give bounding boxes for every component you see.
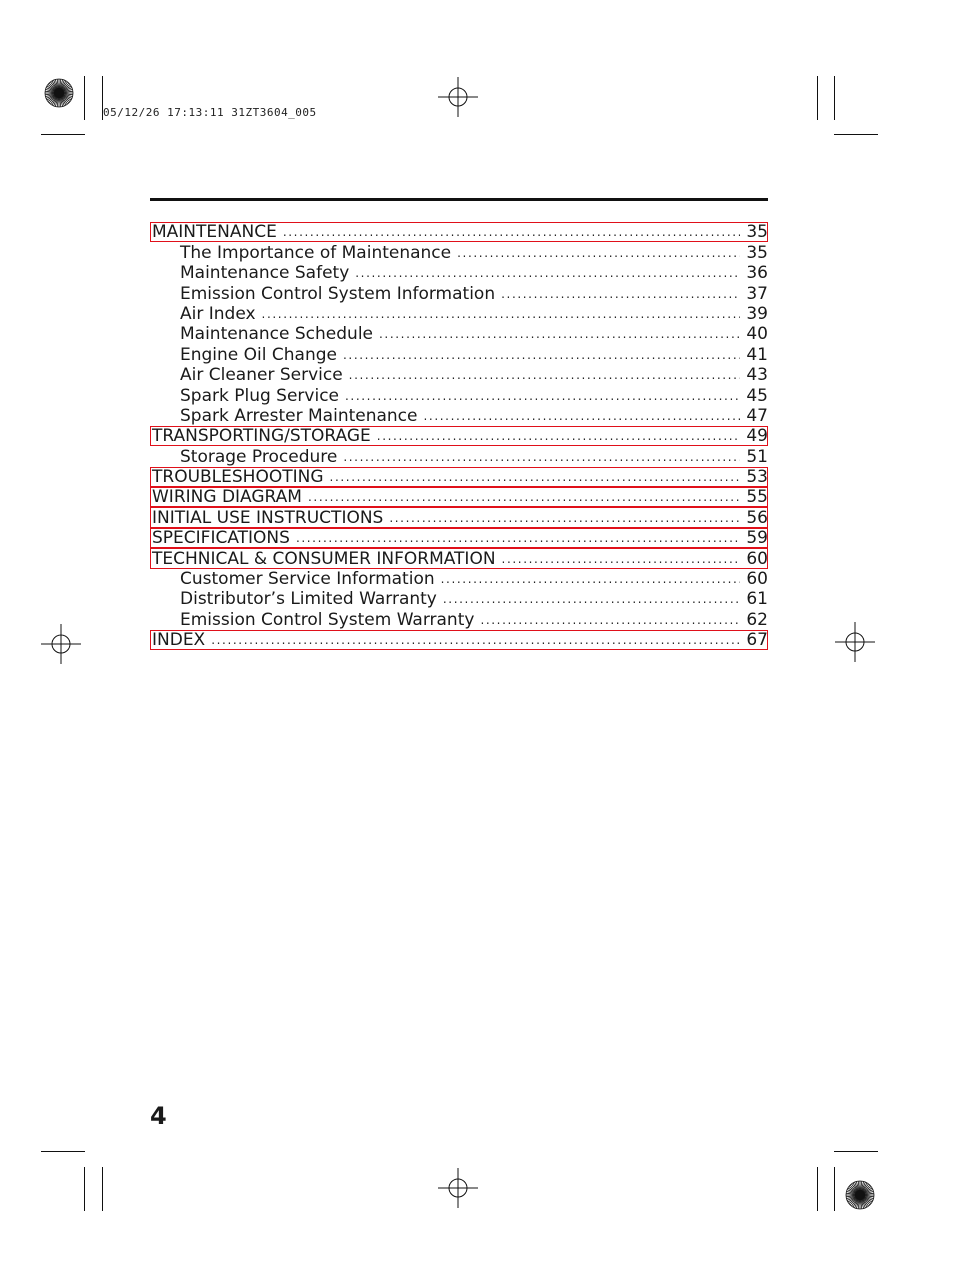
dot-leader	[262, 304, 741, 324]
dot-leader	[389, 508, 740, 528]
toc-entry	[150, 406, 768, 426]
toc-entry-title: TRANSPORTING/STORAGE	[152, 426, 371, 447]
crop-mark	[834, 76, 835, 120]
toc-entry[interactable]	[150, 426, 768, 446]
toc-entry-title: WIRING DIAGRAM	[152, 487, 302, 508]
toc-entry	[150, 283, 768, 303]
toc-entry[interactable]	[150, 548, 768, 568]
dot-leader	[308, 487, 740, 507]
toc-entry-page: 37	[746, 283, 768, 304]
dot-leader	[343, 345, 740, 365]
toc-entry-title: Spark Plug Service	[180, 385, 340, 406]
dot-leader	[283, 222, 741, 242]
toc-entry	[150, 263, 768, 283]
dot-leader	[349, 365, 741, 385]
toc-entry-page: 35	[746, 242, 768, 263]
crop-mark	[84, 76, 85, 120]
toc-entry-title: Maintenance Schedule	[180, 324, 374, 345]
toc-entry-title: Storage Procedure	[180, 446, 338, 467]
toc-entry-title: Air Cleaner Service	[180, 365, 343, 386]
toc-entry-page: 56	[746, 507, 768, 528]
toc-entry[interactable]	[150, 222, 768, 242]
toc-entry[interactable]	[150, 630, 768, 650]
toc-entry-page: 67	[746, 630, 768, 651]
toc-entry-title: Air Index	[180, 303, 256, 324]
dot-leader	[296, 528, 740, 548]
crop-mark	[102, 1167, 103, 1211]
toc-entry	[150, 609, 768, 629]
toc-entry	[150, 304, 768, 324]
toc-entry-title: Customer Service Information	[180, 569, 435, 590]
header-rule	[150, 198, 768, 201]
crop-mark	[817, 76, 818, 120]
toc-entry-title: SPECIFICATIONS	[152, 528, 290, 549]
toc-entry-page: 60	[746, 569, 768, 590]
page-number: 4	[150, 1102, 167, 1130]
crop-mark	[84, 1167, 85, 1211]
registration-mark-icon	[41, 624, 81, 664]
dot-leader	[211, 630, 740, 650]
dot-leader	[343, 447, 740, 467]
dot-leader	[424, 406, 741, 426]
toc-entry-page: 39	[746, 303, 768, 324]
toc-entry	[150, 242, 768, 262]
toc-entry-page: 40	[746, 324, 768, 345]
toc-entry-title: TECHNICAL & CONSUMER INFORMATION	[152, 548, 496, 569]
toc-entry-page: 36	[746, 263, 768, 284]
registration-mark-icon	[835, 622, 875, 662]
toc-entry	[150, 589, 768, 609]
crop-mark	[41, 1151, 85, 1152]
dot-leader	[501, 284, 740, 304]
crop-mark	[41, 134, 85, 135]
toc-entry-page: 62	[746, 609, 768, 630]
toc-entry-title: Distributor’s Limited Warranty	[180, 589, 437, 610]
crop-mark	[834, 1167, 835, 1211]
toc-entry	[150, 365, 768, 385]
toc-entry-page: 41	[746, 344, 768, 365]
toc-entry-page: 49	[746, 426, 768, 447]
toc-entry-title: MAINTENANCE	[152, 222, 277, 243]
toc-entry-title: INITIAL USE INSTRUCTIONS	[152, 507, 384, 528]
toc-entry-title: Maintenance Safety	[180, 263, 350, 284]
toc-entry[interactable]	[150, 467, 768, 487]
registration-mark-icon	[438, 1168, 478, 1208]
dot-leader	[345, 386, 740, 406]
toc-entry	[150, 569, 768, 589]
toc-entry	[150, 324, 768, 344]
toc-entry[interactable]	[150, 507, 768, 527]
registration-mark-icon	[438, 77, 478, 117]
dot-leader	[502, 549, 741, 569]
crop-mark	[817, 1167, 818, 1211]
dot-leader	[379, 324, 740, 344]
toc-entry-title: INDEX	[152, 630, 206, 651]
toc-entry[interactable]	[150, 528, 768, 548]
toc-entry	[150, 344, 768, 364]
toc-entry-title: Spark Arrester Maintenance	[180, 405, 418, 426]
toc-entry-page: 47	[746, 405, 768, 426]
toc-entry-title: Emission Control System Information	[180, 283, 496, 304]
toc-entry-page: 60	[746, 548, 768, 569]
dot-leader	[480, 610, 740, 630]
dot-leader	[443, 589, 740, 609]
toc-entry	[150, 446, 768, 466]
dot-leader	[457, 243, 740, 263]
crop-mark	[102, 76, 103, 120]
dot-leader	[377, 426, 741, 446]
crop-mark	[834, 134, 878, 135]
toc-entry-title: Emission Control System Warranty	[180, 609, 475, 630]
sunburst-mark-icon	[44, 78, 74, 108]
toc-entry-title: TROUBLESHOOTING	[152, 467, 324, 488]
toc-entry-title: The Importance of Maintenance	[180, 242, 452, 263]
dot-leader	[330, 467, 741, 487]
toc-entry[interactable]	[150, 487, 768, 507]
toc-entry-page: 51	[746, 446, 768, 467]
toc-entry-page: 35	[746, 222, 768, 243]
toc-entry-page: 43	[746, 365, 768, 386]
toc-entry-page: 55	[746, 487, 768, 508]
toc-entry-page: 53	[746, 467, 768, 488]
toc-entry-title: Engine Oil Change	[180, 344, 337, 365]
toc-entry-page: 45	[746, 385, 768, 406]
toc-entry-page: 59	[746, 528, 768, 549]
sunburst-mark-icon	[845, 1180, 875, 1210]
table-of-contents	[150, 222, 768, 650]
dot-leader	[355, 263, 740, 283]
print-slug: 05/12/26 17:13:11 31ZT3604_005	[103, 106, 317, 119]
toc-entry-page: 61	[746, 589, 768, 610]
crop-mark	[834, 1151, 878, 1152]
toc-entry	[150, 385, 768, 405]
dot-leader	[441, 569, 741, 589]
